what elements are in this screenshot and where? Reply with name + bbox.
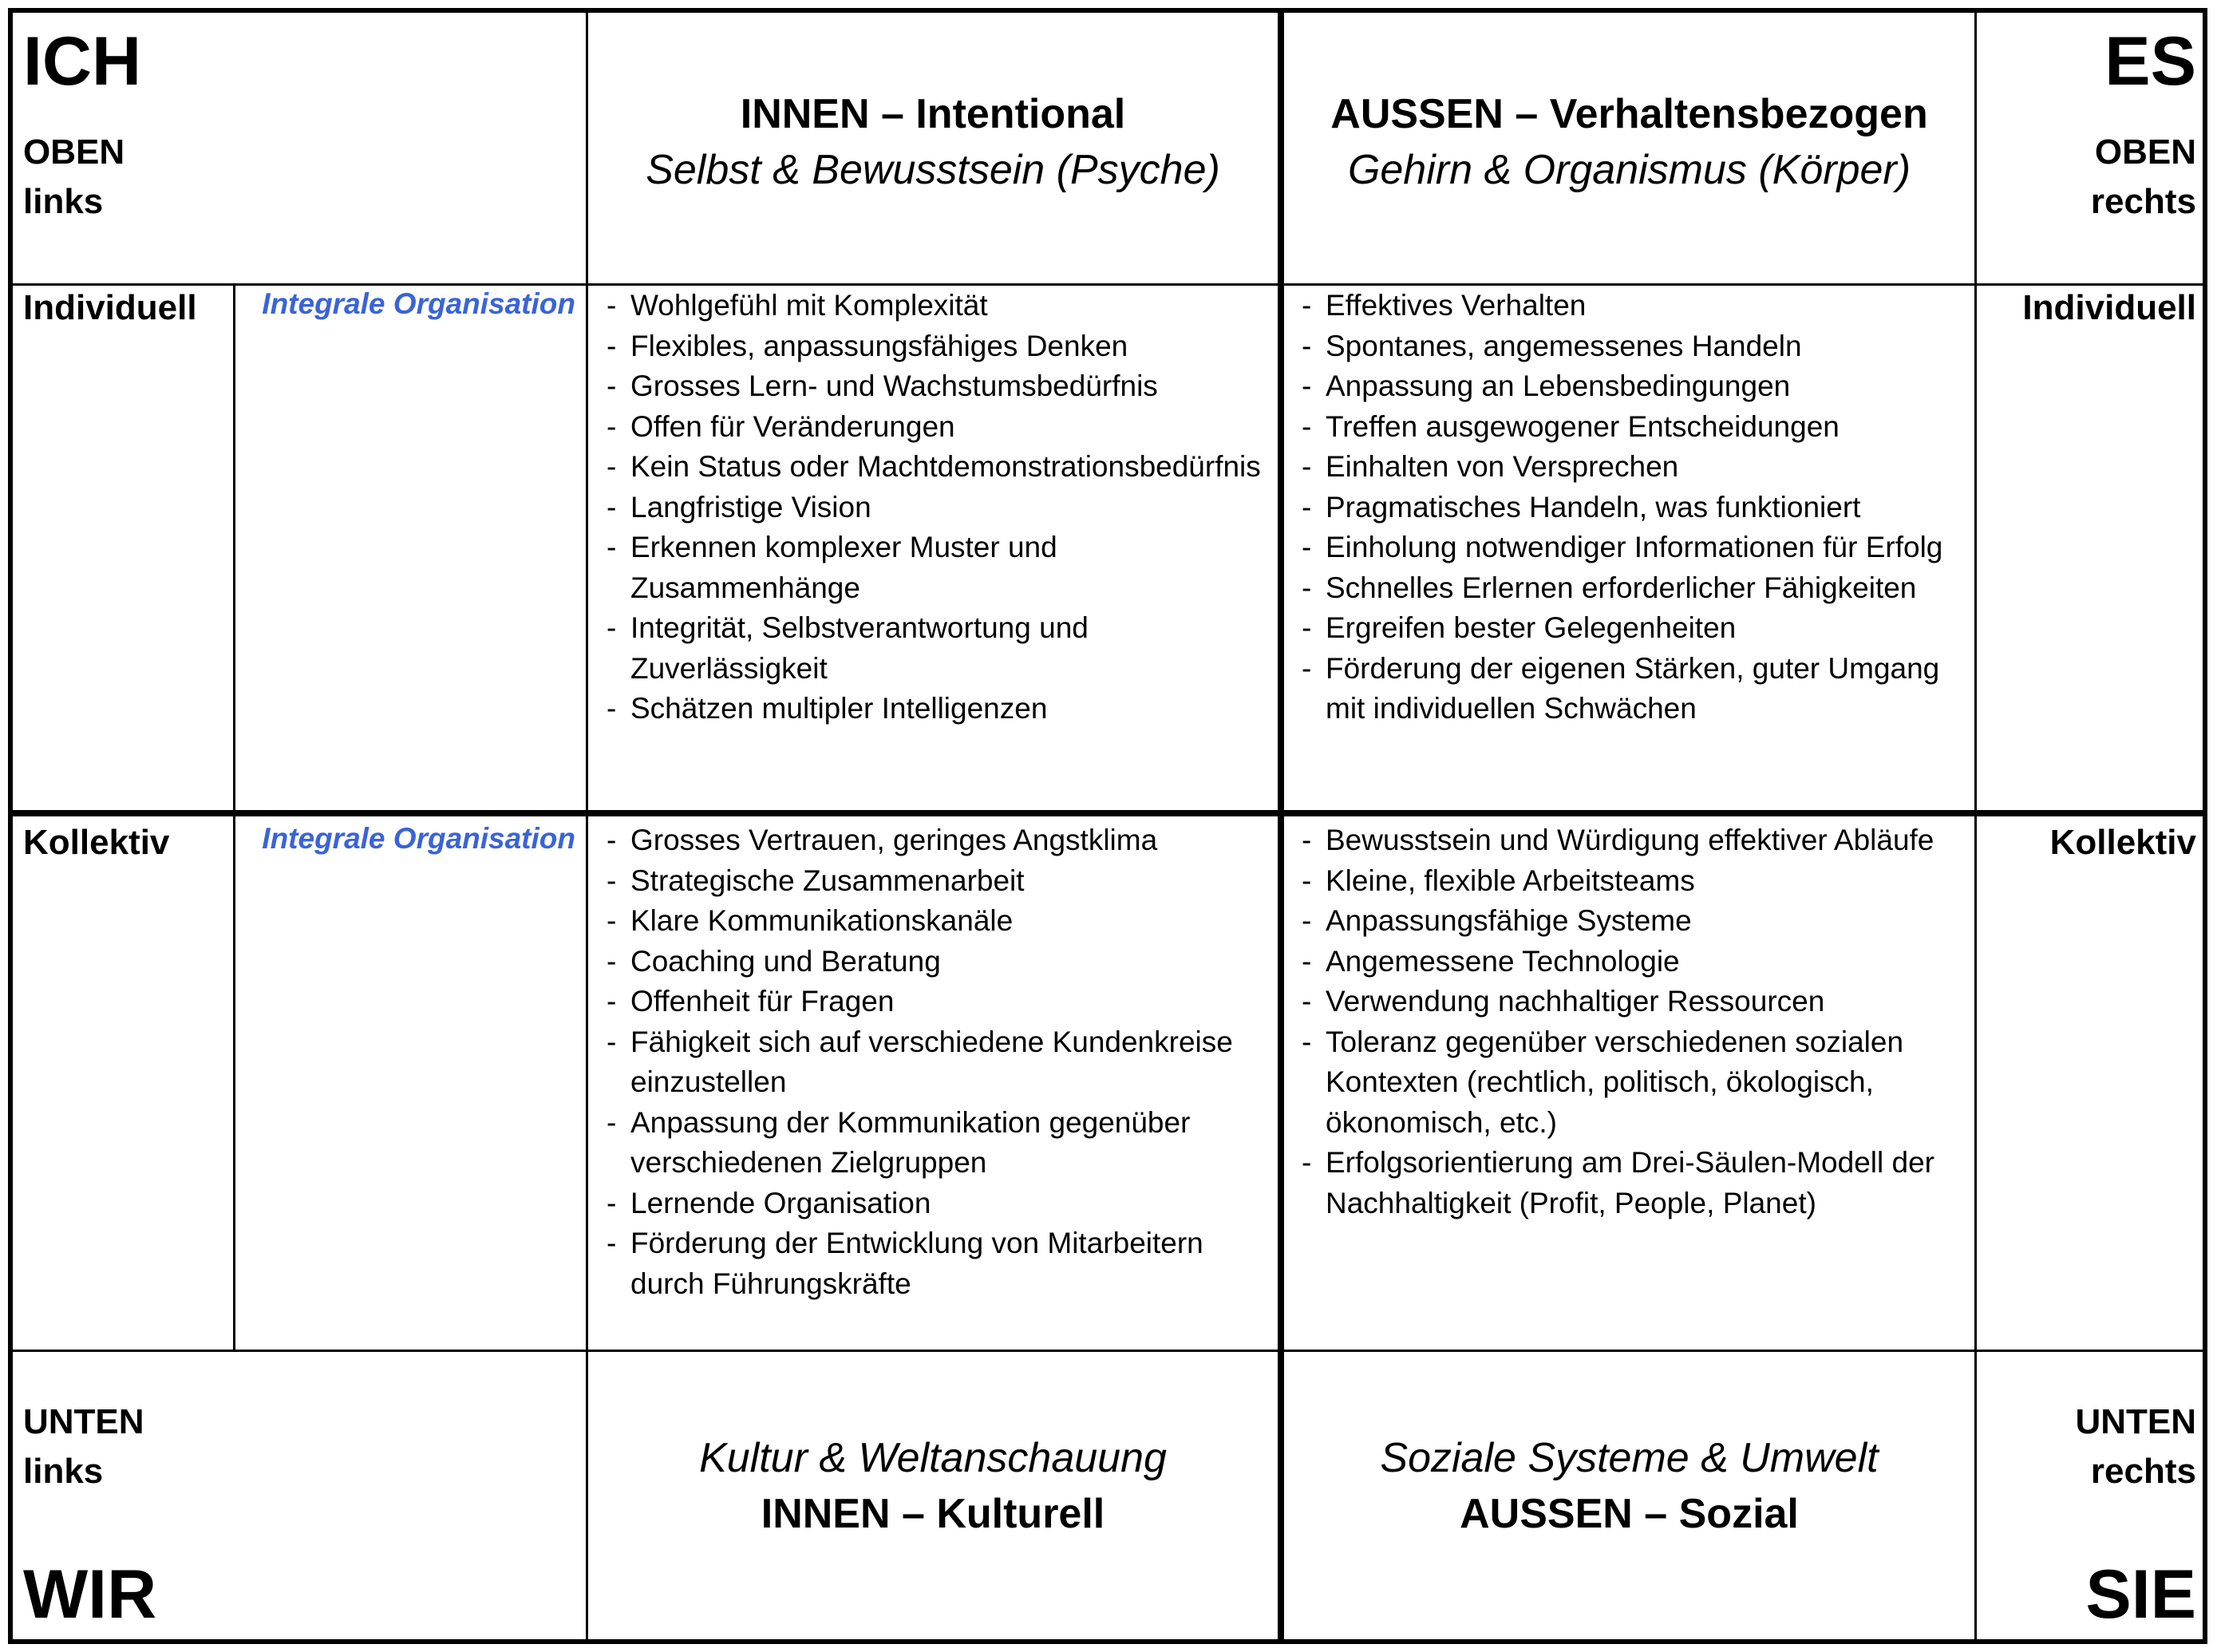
list-item: - Kleine, flexible Arbeitsteams (1302, 861, 1968, 902)
row-label-individuell: Individuell (23, 288, 197, 327)
row-label-kollektiv-right: Kollektiv (2049, 823, 2196, 862)
header-top-outer-subtitle: Gehirn & Organismus (Körper) (1347, 147, 1911, 193)
list-item: - Pragmatisches Handeln, was funktioniert (1302, 488, 1968, 528)
list-item: - Klare Kommunikationskanäle (607, 901, 1269, 942)
header-bottom-outer-title: AUSSEN – Sozial (1460, 1491, 1799, 1537)
corner-top-left (23, 23, 574, 283)
list-item: - Flexibles, anpassungsfähiges Denken (607, 326, 1269, 367)
list-item: - Schätzen multipler Intelligenzen (607, 689, 1269, 729)
list-item: - Integrität, Selbstverantwortung und Zuverlässigkeit (607, 608, 1269, 689)
list-item: - Grosses Lern- und Wachstumsbedürfnis (607, 366, 1269, 407)
position-label-rechts-bottom: rechts (2090, 1452, 2196, 1491)
header-top-outer (1284, 86, 1974, 198)
header-top-outer-title: AUSSEN – Verhaltensbezogen (1330, 91, 1928, 137)
corner-bottom-left (23, 1397, 574, 1637)
header-top-inner-subtitle: Selbst & Bewusstsein (Psyche) (646, 147, 1220, 193)
header-bottom-inner-title: INNEN – Kulturell (761, 1491, 1105, 1537)
list-item: - Fähigkeit sich auf verschiedene Kundenkreise einzustellen (607, 1022, 1269, 1103)
list-item: - Spontanes, angemessenes Handeln (1302, 326, 1968, 367)
list-item: - Angemessene Technologie (1302, 942, 1968, 982)
corner-bottom-right (1979, 1397, 2196, 1637)
list-item: - Förderung der Entwicklung von Mitarbeitern durch Führungskräfte (607, 1223, 1269, 1304)
header-bottom-inner-subtitle: Kultur & Weltanschauung (699, 1435, 1167, 1481)
list-item: - Ergreifen bester Gelegenheiten (1302, 608, 1968, 649)
position-label-unten: UNTEN (23, 1402, 144, 1441)
header-top-inner (588, 86, 1278, 198)
list-item: - Langfristige Vision (607, 488, 1269, 528)
corner-label-wir: WIR (23, 1556, 157, 1633)
list-item: - Bewusstsein und Würdigung effektiver Abläufe (1302, 820, 1968, 861)
list-item: - Anpassung an Lebensbedingungen (1302, 366, 1968, 407)
grid-line-horizontal-2 (8, 1350, 2207, 1352)
corner-label-sie: SIE (2085, 1556, 2196, 1633)
collective-inner-cell (607, 820, 1269, 1304)
header-bottom-outer (1284, 1430, 1974, 1542)
row-label-kollektiv: Kollektiv (23, 823, 170, 862)
list-item: - Toleranz gegenüber verschiedenen sozialen Kontexten (rechtlich, politisch, ökologisch, ökonomisch, etc.) (1302, 1022, 1968, 1144)
corner-top-right (1979, 23, 2196, 283)
position-label-rechts: rechts (2090, 182, 2196, 221)
grid-line-vertical-1 (586, 8, 588, 1644)
list-item: - Erfolgsorientierung am Drei-Säulen-Modell der Nachhaltigkeit (Profit, People, Planet) (1302, 1143, 1968, 1223)
list-item: - Anpassungsfähige Systeme (1302, 901, 1968, 942)
individual-outer-list (1302, 286, 1968, 729)
collective-outer-list (1302, 820, 1968, 1223)
list-item: - Effektives Verhalten (1302, 286, 1968, 326)
list-item: - Anpassung der Kommunikation gegenüber verschiedenen Zielgruppen (607, 1103, 1269, 1184)
list-item: - Offenheit für Fragen (607, 982, 1269, 1022)
position-label-unten-right: UNTEN (2075, 1402, 2196, 1441)
list-item: - Erkennen komplexer Muster und Zusammenhänge (607, 528, 1269, 608)
individual-inner-list (607, 286, 1269, 729)
collective-outer-cell (1302, 820, 1968, 1223)
position-label-links-bottom: links (23, 1452, 104, 1491)
org-label-collective: Integrale Organisation (262, 822, 575, 855)
position-label-oben-right: OBEN (2094, 132, 2196, 172)
position-label-oben: OBEN (23, 132, 125, 172)
row-label-individuell-right: Individuell (2022, 288, 2196, 327)
header-bottom-outer-subtitle: Soziale Systeme & Umwelt (1380, 1435, 1879, 1481)
corner-label-es: ES (2104, 23, 2196, 100)
org-label-individual: Integrale Organisation (262, 287, 575, 320)
list-item: - Wohlgefühl mit Komplexität (607, 286, 1269, 326)
individual-inner-cell (607, 286, 1269, 729)
list-item: - Förderung der eigenen Stärken, guter Umgang mit individuellen Schwächen (1302, 649, 1968, 729)
list-item: - Treffen ausgewogener Entscheidungen (1302, 407, 1968, 448)
list-item: - Offen für Veränderungen (607, 407, 1269, 448)
list-item: - Kein Status oder Machtdemonstrationsbedürfnis (607, 447, 1269, 488)
list-item: - Einholung notwendiger Informationen für Erfolg (1302, 528, 1968, 568)
list-item: - Strategische Zusammenarbeit (607, 861, 1269, 902)
header-bottom-inner (588, 1430, 1278, 1542)
grid-line-vertical-middle (1278, 8, 1284, 1644)
grid-line-horizontal-middle (8, 810, 2207, 816)
list-item: - Coaching und Beratung (607, 942, 1269, 982)
header-top-inner-title: INNEN – Intentional (740, 91, 1126, 137)
list-item: - Schnelles Erlernen erforderlicher Fähigkeiten (1302, 568, 1968, 609)
list-item: - Einhalten von Versprechen (1302, 447, 1968, 488)
list-item: - Grosses Vertrauen, geringes Angstklima (607, 820, 1269, 861)
grid-line-vertical-label (233, 283, 235, 1352)
position-label-links: links (23, 182, 104, 221)
individual-outer-cell (1302, 286, 1968, 729)
corner-label-ich: ICH (23, 23, 142, 100)
list-item: - Verwendung nachhaltiger Ressourcen (1302, 982, 1968, 1022)
grid-line-vertical-2 (1974, 8, 1977, 1644)
collective-inner-list (607, 820, 1269, 1304)
list-item: - Lernende Organisation (607, 1184, 1269, 1224)
